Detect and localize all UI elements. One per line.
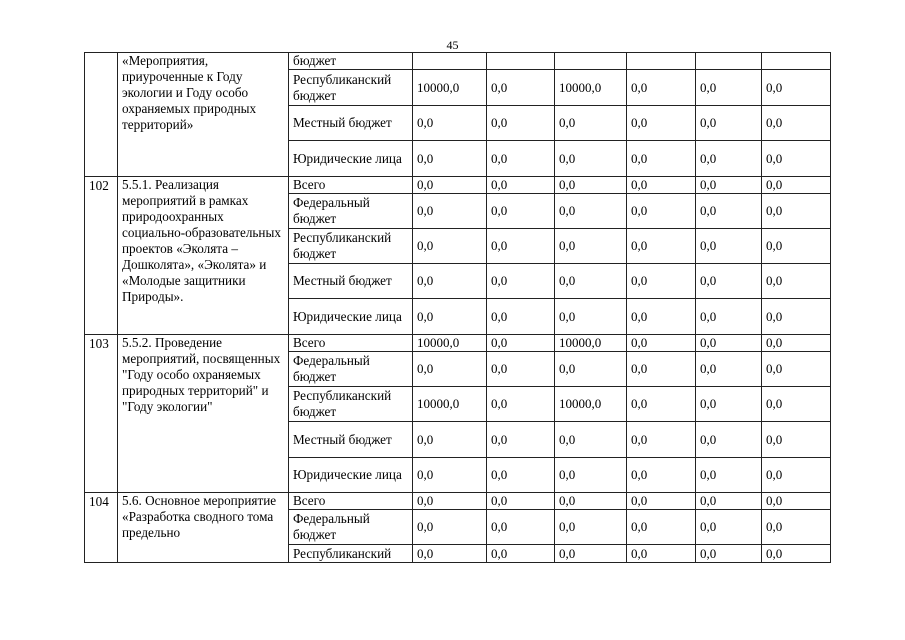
activity-name-cell: 5.5.2. Проведение мероприятий, посвященных "Году особо охраняемых природных территорий" и "Году экологии"	[118, 335, 289, 493]
amount-cell: 0,0	[555, 177, 627, 194]
amount-cell: 0,0	[555, 422, 627, 458]
amount-cell: 0,0	[413, 299, 487, 335]
amount-cell: 0,0	[696, 141, 762, 177]
table-row	[85, 53, 831, 70]
amount-cell: 0,0	[627, 458, 696, 493]
amount-cell: 0,0	[555, 510, 627, 545]
amount-cell: 10000,0	[413, 387, 487, 422]
amount-cell: 0,0	[555, 545, 627, 563]
amount-cell: 0,0	[413, 264, 487, 299]
funding-source-cell: бюджет	[289, 53, 413, 70]
amount-cell: 0,0	[696, 177, 762, 194]
table-row	[85, 177, 831, 194]
amount-cell: 0,0	[627, 177, 696, 194]
amount-cell: 0,0	[555, 264, 627, 299]
amount-cell: 10000,0	[555, 387, 627, 422]
amount-cell	[762, 53, 831, 70]
funding-source-cell: Местный бюджет	[289, 106, 413, 141]
budget-table	[84, 52, 831, 563]
amount-cell: 0,0	[762, 493, 831, 510]
amount-cell: 0,0	[627, 387, 696, 422]
amount-cell: 0,0	[762, 194, 831, 229]
amount-cell: 0,0	[696, 264, 762, 299]
amount-cell: 0,0	[696, 545, 762, 563]
amount-cell: 0,0	[627, 141, 696, 177]
page-number: 45	[446, 38, 459, 52]
amount-cell: 0,0	[627, 335, 696, 352]
amount-cell: 0,0	[555, 299, 627, 335]
amount-cell: 0,0	[413, 458, 487, 493]
amount-cell: 0,0	[627, 264, 696, 299]
amount-cell: 0,0	[487, 545, 555, 563]
funding-source-cell: Юридические лица	[289, 458, 413, 493]
amount-cell: 0,0	[696, 510, 762, 545]
amount-cell: 10000,0	[555, 335, 627, 352]
amount-cell: 0,0	[762, 177, 831, 194]
amount-cell: 0,0	[413, 545, 487, 563]
amount-cell: 0,0	[696, 493, 762, 510]
amount-cell: 0,0	[627, 493, 696, 510]
amount-cell: 0,0	[413, 422, 487, 458]
amount-cell: 0,0	[627, 106, 696, 141]
amount-cell: 10000,0	[555, 70, 627, 106]
amount-cell: 0,0	[487, 458, 555, 493]
amount-cell: 0,0	[627, 299, 696, 335]
amount-cell: 0,0	[762, 141, 831, 177]
amount-cell: 0,0	[487, 70, 555, 106]
amount-cell: 0,0	[413, 141, 487, 177]
amount-cell: 0,0	[487, 177, 555, 194]
amount-cell: 0,0	[696, 422, 762, 458]
amount-cell: 0,0	[696, 229, 762, 264]
amount-cell: 0,0	[413, 106, 487, 141]
table-row	[85, 493, 831, 510]
amount-cell: 0,0	[487, 299, 555, 335]
table-row	[85, 335, 831, 352]
amount-cell: 0,0	[487, 194, 555, 229]
amount-cell: 0,0	[696, 352, 762, 387]
funding-source-cell: Местный бюджет	[289, 264, 413, 299]
amount-cell: 0,0	[762, 70, 831, 106]
amount-cell: 0,0	[696, 194, 762, 229]
amount-cell: 0,0	[627, 545, 696, 563]
amount-cell: 0,0	[627, 70, 696, 106]
amount-cell: 10000,0	[413, 70, 487, 106]
funding-source-cell: Федеральный бюджет	[289, 352, 413, 387]
amount-cell: 0,0	[413, 510, 487, 545]
row-number-cell: 104	[85, 493, 118, 563]
amount-cell: 0,0	[487, 141, 555, 177]
amount-cell: 0,0	[487, 106, 555, 141]
amount-cell: 0,0	[762, 352, 831, 387]
row-number-cell	[85, 53, 118, 177]
amount-cell: 0,0	[696, 387, 762, 422]
amount-cell: 0,0	[762, 545, 831, 563]
amount-cell: 0,0	[696, 299, 762, 335]
amount-cell: 0,0	[555, 458, 627, 493]
amount-cell: 0,0	[762, 229, 831, 264]
amount-cell: 0,0	[762, 458, 831, 493]
funding-source-cell: Республиканский	[289, 545, 413, 563]
amount-cell: 10000,0	[413, 335, 487, 352]
funding-source-cell: Всего	[289, 493, 413, 510]
amount-cell: 0,0	[696, 70, 762, 106]
amount-cell: 0,0	[762, 335, 831, 352]
amount-cell: 0,0	[555, 229, 627, 264]
funding-source-cell: Республиканский бюджет	[289, 229, 413, 264]
activity-name-cell: «Мероприятия, приуроченные к Году экологии и Году особо охраняемых природных территорий»	[118, 53, 289, 177]
amount-cell: 0,0	[555, 194, 627, 229]
amount-cell: 0,0	[762, 387, 831, 422]
amount-cell: 0,0	[413, 177, 487, 194]
amount-cell: 0,0	[762, 264, 831, 299]
amount-cell: 0,0	[762, 422, 831, 458]
amount-cell: 0,0	[555, 106, 627, 141]
funding-source-cell: Местный бюджет	[289, 422, 413, 458]
amount-cell: 0,0	[627, 352, 696, 387]
amount-cell	[555, 53, 627, 70]
funding-source-cell: Республиканский бюджет	[289, 70, 413, 106]
amount-cell: 0,0	[413, 229, 487, 264]
amount-cell: 0,0	[487, 264, 555, 299]
amount-cell: 0,0	[762, 299, 831, 335]
amount-cell	[627, 53, 696, 70]
amount-cell: 0,0	[762, 510, 831, 545]
amount-cell: 0,0	[487, 335, 555, 352]
activity-name-cell: 5.5.1. Реализация мероприятий в рамках природоохранных социально-образовательных проектов «Эколята – Дошколята», «Эколята» и «Молодые защитники Природы».	[118, 177, 289, 335]
amount-cell: 0,0	[696, 458, 762, 493]
amount-cell: 0,0	[487, 352, 555, 387]
funding-source-cell: Юридические лица	[289, 299, 413, 335]
funding-source-cell: Юридические лица	[289, 141, 413, 177]
funding-source-cell: Всего	[289, 335, 413, 352]
amount-cell: 0,0	[487, 493, 555, 510]
row-number-cell: 102	[85, 177, 118, 335]
amount-cell: 0,0	[413, 194, 487, 229]
funding-source-cell: Федеральный бюджет	[289, 194, 413, 229]
amount-cell	[413, 53, 487, 70]
amount-cell: 0,0	[487, 510, 555, 545]
funding-source-cell: Федеральный бюджет	[289, 510, 413, 545]
amount-cell	[696, 53, 762, 70]
funding-source-cell: Всего	[289, 177, 413, 194]
activity-name-cell: 5.6. Основное мероприятие «Разработка сводного тома предельно	[118, 493, 289, 563]
amount-cell: 0,0	[627, 510, 696, 545]
amount-cell: 0,0	[487, 422, 555, 458]
amount-cell: 0,0	[555, 141, 627, 177]
amount-cell: 0,0	[627, 229, 696, 264]
amount-cell: 0,0	[487, 229, 555, 264]
funding-source-cell: Республиканский бюджет	[289, 387, 413, 422]
amount-cell: 0,0	[413, 493, 487, 510]
amount-cell	[487, 53, 555, 70]
amount-cell: 0,0	[627, 194, 696, 229]
amount-cell: 0,0	[762, 106, 831, 141]
amount-cell: 0,0	[555, 493, 627, 510]
amount-cell: 0,0	[487, 387, 555, 422]
row-number-cell: 103	[85, 335, 118, 493]
amount-cell: 0,0	[696, 106, 762, 141]
amount-cell: 0,0	[696, 335, 762, 352]
amount-cell: 0,0	[413, 352, 487, 387]
amount-cell: 0,0	[555, 352, 627, 387]
amount-cell: 0,0	[627, 422, 696, 458]
